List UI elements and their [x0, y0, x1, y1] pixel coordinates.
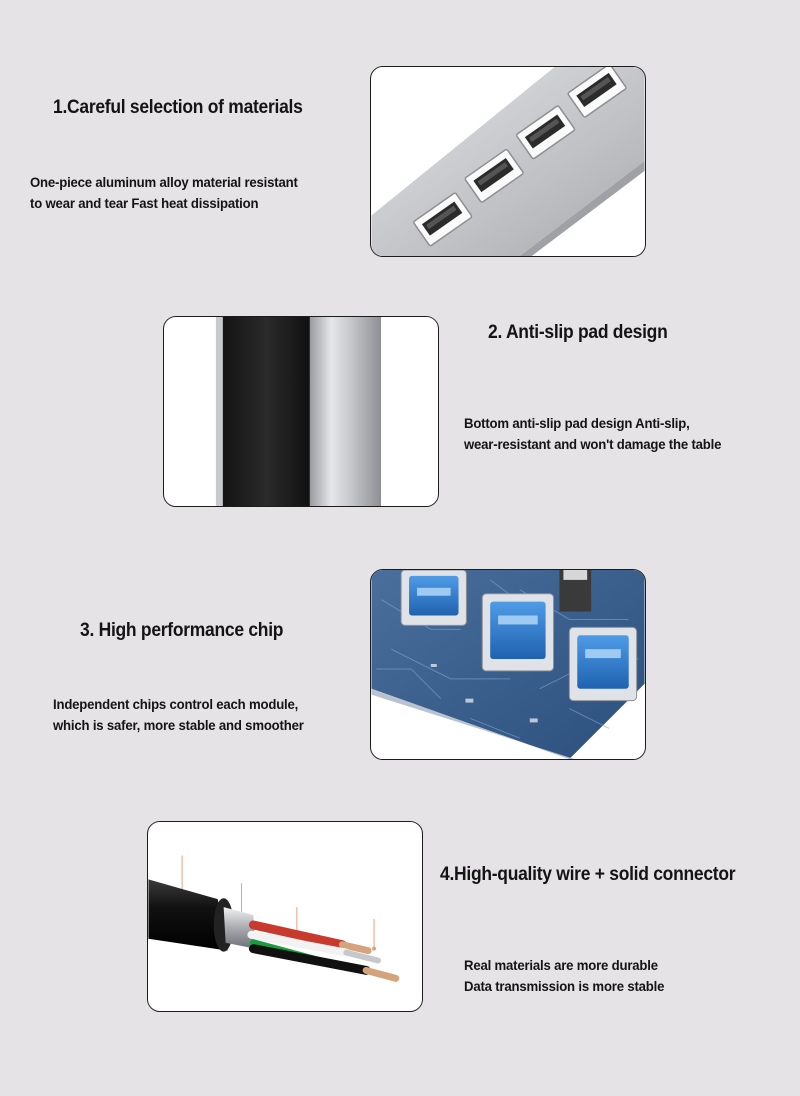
- section-1-image-aluminum-hub: [370, 66, 646, 257]
- section-1-description: [30, 172, 298, 214]
- section-2-description-line-1: Bottom anti-slip pad design Anti-slip,: [464, 415, 690, 431]
- usb-cable-illustration: [148, 822, 422, 1011]
- section-2-title: 2. Anti-slip pad design: [488, 322, 668, 343]
- section-1-description-line-1: One-piece aluminum alloy material resistant: [30, 174, 298, 190]
- section-4-description-line-2: Data transmission is more stable: [464, 978, 665, 994]
- section-3-title: 3. High performance chip: [80, 620, 284, 641]
- section-2-image-anti-slip-pad: [163, 316, 439, 507]
- section-3-description-line-2: which is safer, more stable and smoother: [53, 717, 304, 733]
- circuit-board-illustration: [371, 570, 645, 759]
- section-4-title: 4.High-quality wire + solid connector: [440, 864, 736, 885]
- section-3-description-line-1: Independent chips control each module,: [53, 696, 299, 712]
- section-2-description: [464, 413, 721, 455]
- section-4-image-usb-cable: [147, 821, 423, 1012]
- aluminum-hub-illustration: [371, 67, 645, 256]
- section-4-description: [464, 955, 664, 997]
- section-4-description-line-1: Real materials are more durable: [464, 957, 658, 973]
- section-3-image-circuit-board: [370, 569, 646, 760]
- section-3-description: [53, 694, 304, 736]
- section-1-title: 1.Careful selection of materials: [53, 97, 303, 118]
- section-2-description-line-2: wear-resistant and won't damage the table: [464, 436, 722, 452]
- anti-slip-pad-illustration: [164, 317, 438, 506]
- section-1-description-line-2: to wear and tear Fast heat dissipation: [30, 195, 259, 211]
